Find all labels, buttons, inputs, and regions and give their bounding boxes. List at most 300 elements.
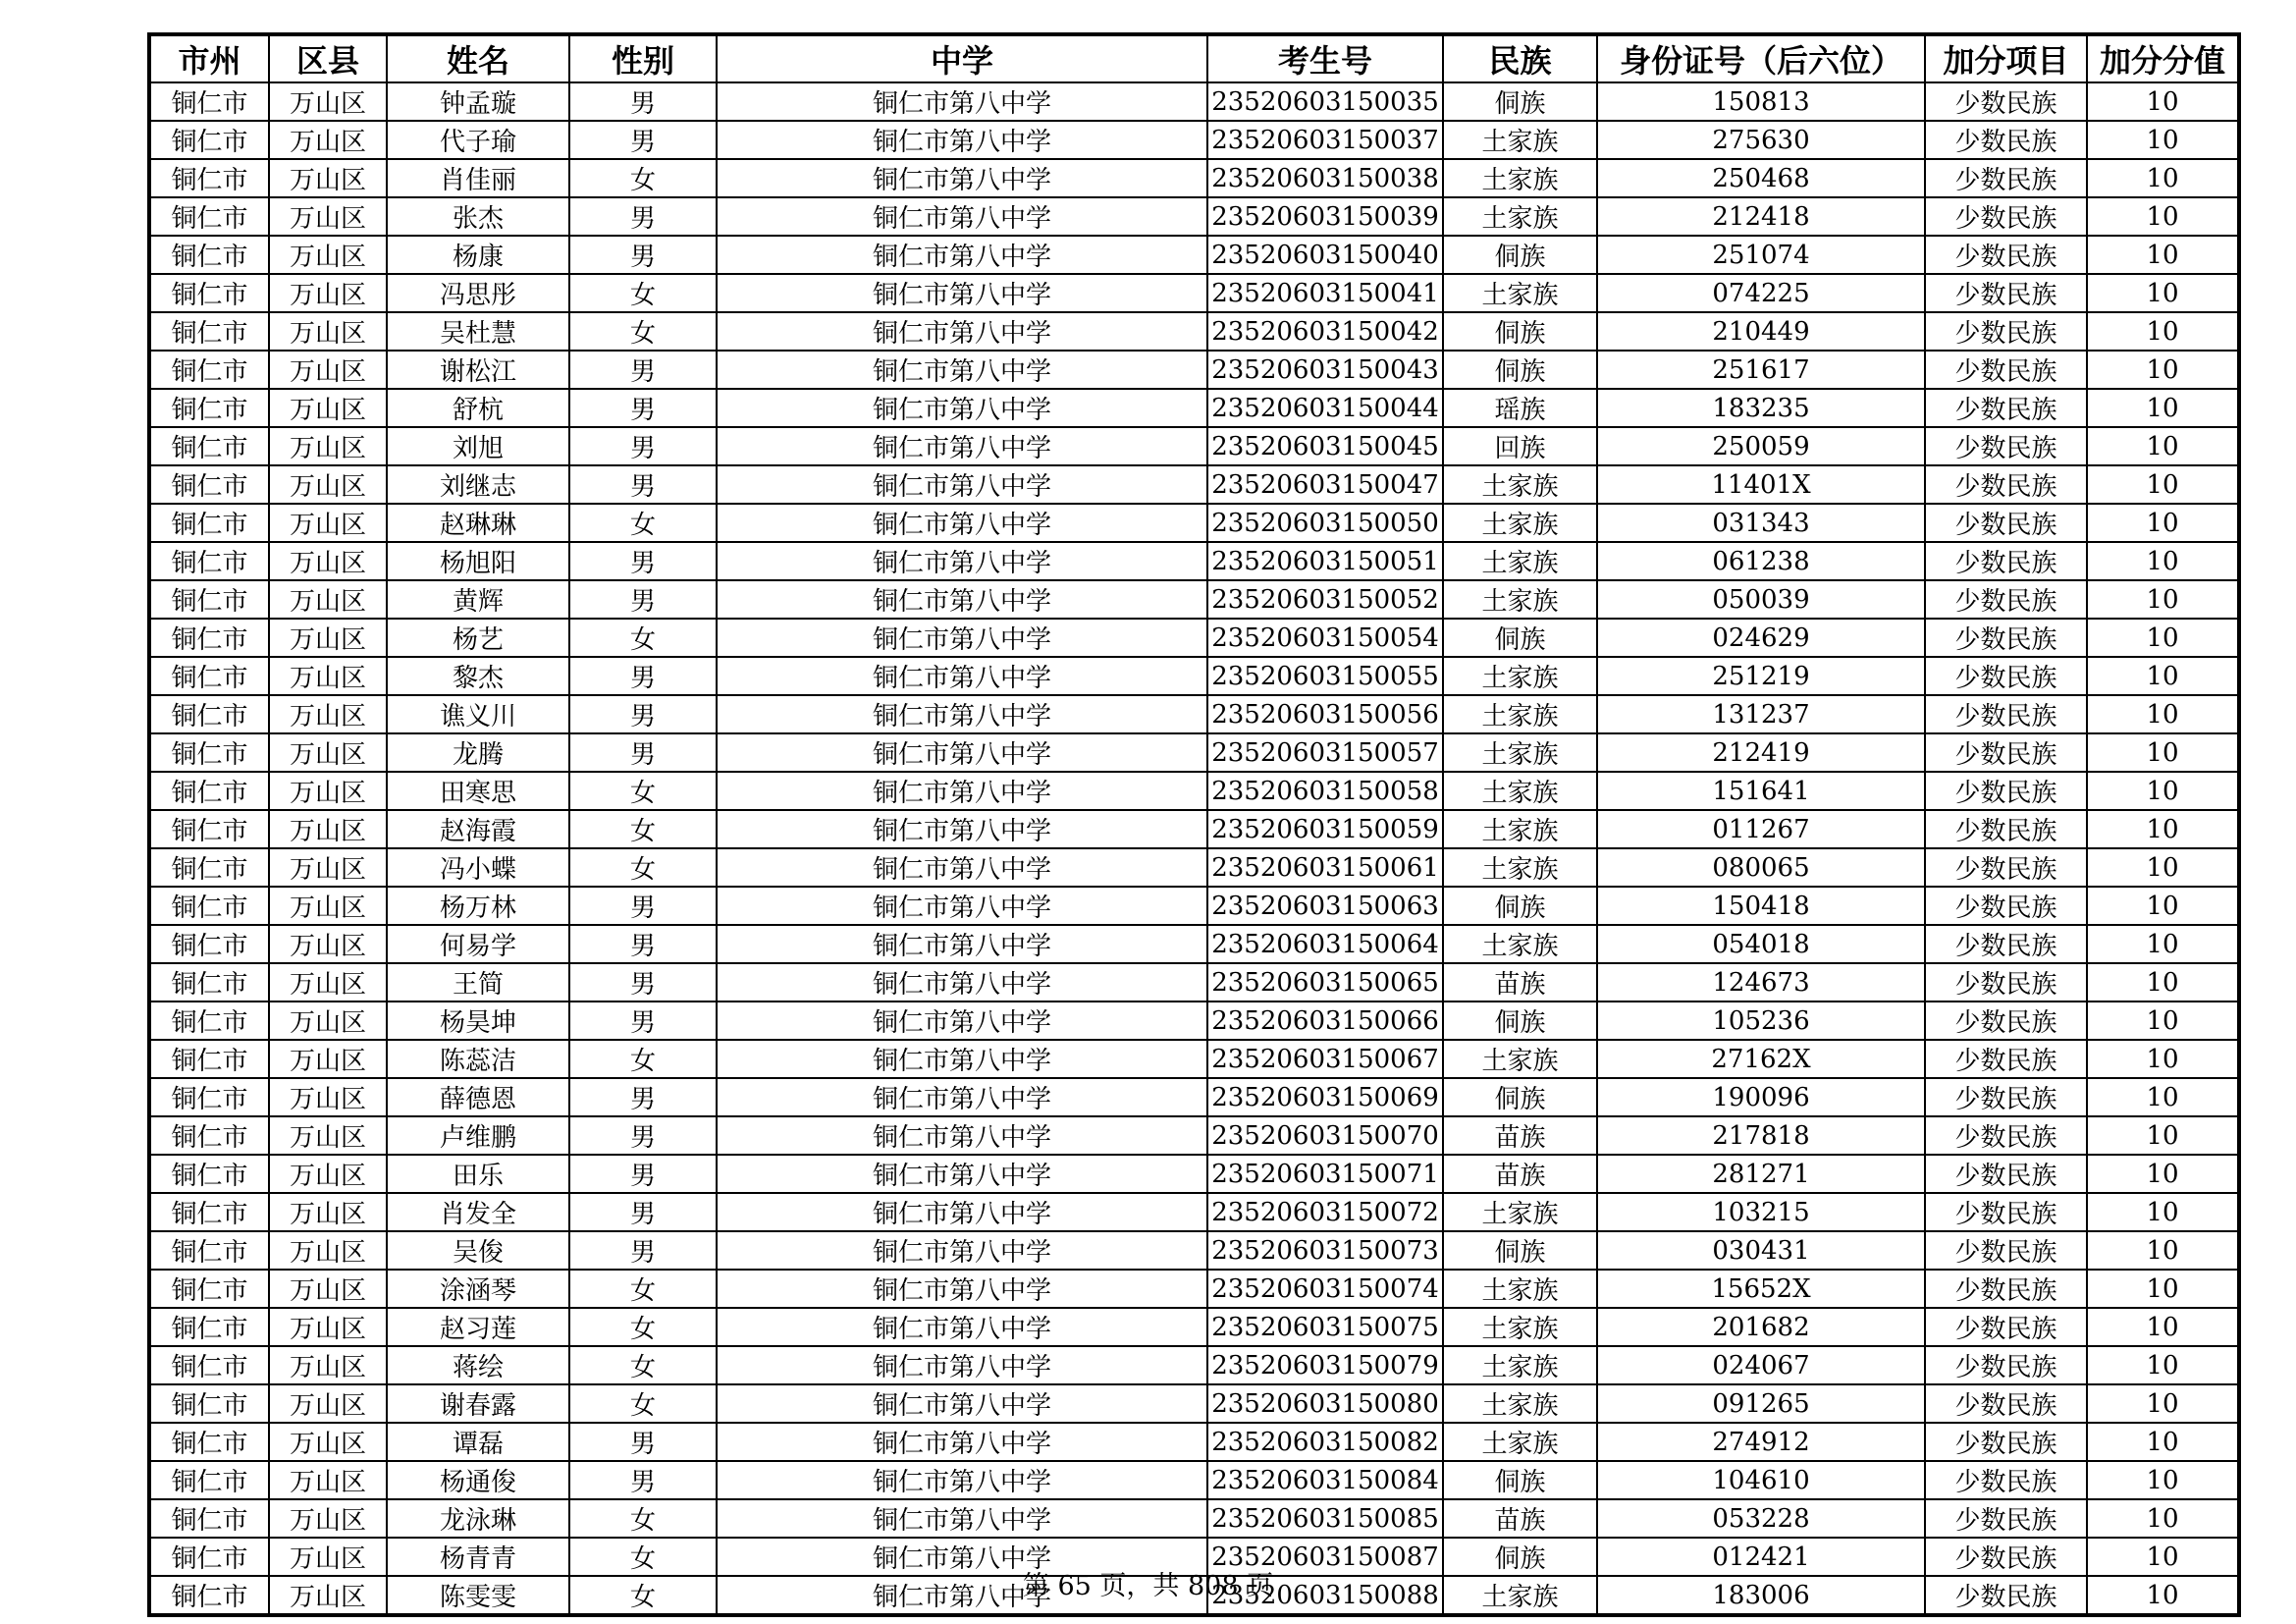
column-header-gender: 性别 <box>569 34 717 82</box>
cell-name: 赵海霞 <box>387 810 569 848</box>
cell-bonus-value: 10 <box>2087 1308 2239 1346</box>
cell-ethnicity: 苗族 <box>1443 963 1597 1001</box>
cell-bonus-item: 少数民族 <box>1925 1116 2087 1155</box>
bonus-points-table <box>147 32 2241 1617</box>
cell-id-last6: 103215 <box>1597 1193 1925 1231</box>
cell-bonus-value: 10 <box>2087 504 2239 542</box>
table-row <box>149 1461 2239 1499</box>
cell-bonus-value: 10 <box>2087 82 2239 121</box>
cell-gender: 男 <box>569 121 717 159</box>
cell-ethnicity: 回族 <box>1443 427 1597 465</box>
cell-name: 赵习莲 <box>387 1308 569 1346</box>
cell-exam-no: 23520603150073 <box>1207 1231 1443 1270</box>
cell-bonus-value: 10 <box>2087 1270 2239 1308</box>
cell-exam-no: 23520603150057 <box>1207 733 1443 772</box>
cell-exam-no: 23520603150052 <box>1207 580 1443 619</box>
cell-ethnicity: 土家族 <box>1443 657 1597 695</box>
cell-gender: 男 <box>569 925 717 963</box>
table-row <box>149 121 2239 159</box>
cell-bonus-value: 10 <box>2087 389 2239 427</box>
cell-city: 铜仁市 <box>149 733 269 772</box>
cell-school: 铜仁市第八中学 <box>717 1270 1207 1308</box>
column-header-id-last6: 身份证号（后六位） <box>1597 34 1925 82</box>
cell-city: 铜仁市 <box>149 236 269 274</box>
cell-id-last6: 105236 <box>1597 1001 1925 1040</box>
cell-id-last6: 250059 <box>1597 427 1925 465</box>
cell-exam-no: 23520603150058 <box>1207 772 1443 810</box>
cell-id-last6: 212418 <box>1597 197 1925 236</box>
cell-gender: 男 <box>569 1078 717 1116</box>
cell-school: 铜仁市第八中学 <box>717 121 1207 159</box>
cell-bonus-value: 10 <box>2087 772 2239 810</box>
cell-id-last6: 15652X <box>1597 1270 1925 1308</box>
cell-county: 万山区 <box>269 848 387 887</box>
cell-bonus-item: 少数民族 <box>1925 351 2087 389</box>
cell-city: 铜仁市 <box>149 1193 269 1231</box>
cell-county: 万山区 <box>269 236 387 274</box>
cell-city: 铜仁市 <box>149 1116 269 1155</box>
cell-name: 钟孟璇 <box>387 82 569 121</box>
column-header-name: 姓名 <box>387 34 569 82</box>
cell-bonus-item: 少数民族 <box>1925 887 2087 925</box>
cell-county: 万山区 <box>269 1461 387 1499</box>
cell-bonus-value: 10 <box>2087 619 2239 657</box>
cell-school: 铜仁市第八中学 <box>717 925 1207 963</box>
cell-bonus-item: 少数民族 <box>1925 1499 2087 1538</box>
cell-city: 铜仁市 <box>149 619 269 657</box>
cell-school: 铜仁市第八中学 <box>717 1576 1207 1615</box>
table-row <box>149 504 2239 542</box>
cell-bonus-value: 10 <box>2087 1193 2239 1231</box>
cell-name: 舒杭 <box>387 389 569 427</box>
table-row <box>149 580 2239 619</box>
cell-name: 蒋绘 <box>387 1346 569 1384</box>
cell-gender: 男 <box>569 82 717 121</box>
cell-gender: 男 <box>569 1231 717 1270</box>
cell-name: 田寒思 <box>387 772 569 810</box>
column-header-exam-no: 考生号 <box>1207 34 1443 82</box>
table-row <box>149 963 2239 1001</box>
cell-exam-no: 23520603150072 <box>1207 1193 1443 1231</box>
cell-bonus-value: 10 <box>2087 1001 2239 1040</box>
cell-bonus-value: 10 <box>2087 733 2239 772</box>
column-header-bonus-item: 加分项目 <box>1925 34 2087 82</box>
cell-bonus-value: 10 <box>2087 848 2239 887</box>
cell-ethnicity: 土家族 <box>1443 121 1597 159</box>
cell-exam-no: 23520603150065 <box>1207 963 1443 1001</box>
cell-school: 铜仁市第八中学 <box>717 1384 1207 1423</box>
table-row <box>149 1423 2239 1461</box>
cell-city: 铜仁市 <box>149 580 269 619</box>
cell-bonus-item: 少数民族 <box>1925 1384 2087 1423</box>
cell-gender: 女 <box>569 1346 717 1384</box>
cell-name: 龙泳琳 <box>387 1499 569 1538</box>
cell-gender: 女 <box>569 848 717 887</box>
cell-exam-no: 23520603150041 <box>1207 274 1443 312</box>
cell-exam-no: 23520603150071 <box>1207 1155 1443 1193</box>
cell-exam-no: 23520603150042 <box>1207 312 1443 351</box>
cell-gender: 女 <box>569 312 717 351</box>
cell-bonus-item: 少数民族 <box>1925 465 2087 504</box>
cell-bonus-value: 10 <box>2087 1384 2239 1423</box>
cell-county: 万山区 <box>269 657 387 695</box>
cell-county: 万山区 <box>269 82 387 121</box>
cell-id-last6: 030431 <box>1597 1231 1925 1270</box>
cell-bonus-item: 少数民族 <box>1925 657 2087 695</box>
cell-exam-no: 23520603150066 <box>1207 1001 1443 1040</box>
cell-county: 万山区 <box>269 887 387 925</box>
cell-id-last6: 054018 <box>1597 925 1925 963</box>
cell-city: 铜仁市 <box>149 351 269 389</box>
cell-school: 铜仁市第八中学 <box>717 695 1207 733</box>
cell-gender: 男 <box>569 695 717 733</box>
cell-exam-no: 23520603150069 <box>1207 1078 1443 1116</box>
cell-id-last6: 210449 <box>1597 312 1925 351</box>
cell-exam-no: 23520603150064 <box>1207 925 1443 963</box>
cell-id-last6: 024067 <box>1597 1346 1925 1384</box>
cell-school: 铜仁市第八中学 <box>717 772 1207 810</box>
cell-bonus-value: 10 <box>2087 963 2239 1001</box>
cell-bonus-item: 少数民族 <box>1925 427 2087 465</box>
cell-id-last6: 281271 <box>1597 1155 1925 1193</box>
cell-bonus-value: 10 <box>2087 1078 2239 1116</box>
cell-gender: 男 <box>569 963 717 1001</box>
cell-county: 万山区 <box>269 427 387 465</box>
cell-name: 杨康 <box>387 236 569 274</box>
cell-ethnicity: 侗族 <box>1443 236 1597 274</box>
cell-name: 吴杜慧 <box>387 312 569 351</box>
cell-county: 万山区 <box>269 1538 387 1576</box>
cell-city: 铜仁市 <box>149 1499 269 1538</box>
cell-id-last6: 251617 <box>1597 351 1925 389</box>
cell-county: 万山区 <box>269 121 387 159</box>
cell-bonus-item: 少数民族 <box>1925 733 2087 772</box>
cell-name: 卢维鹏 <box>387 1116 569 1155</box>
cell-exam-no: 23520603150063 <box>1207 887 1443 925</box>
cell-bonus-value: 10 <box>2087 1423 2239 1461</box>
cell-bonus-item: 少数民族 <box>1925 236 2087 274</box>
cell-bonus-value: 10 <box>2087 1346 2239 1384</box>
table-row <box>149 1384 2239 1423</box>
cell-school: 铜仁市第八中学 <box>717 389 1207 427</box>
cell-bonus-value: 10 <box>2087 197 2239 236</box>
cell-city: 铜仁市 <box>149 1576 269 1615</box>
cell-gender: 男 <box>569 1193 717 1231</box>
cell-exam-no: 23520603150054 <box>1207 619 1443 657</box>
header-row <box>149 34 2239 82</box>
cell-name: 谢春露 <box>387 1384 569 1423</box>
table-row <box>149 389 2239 427</box>
cell-county: 万山区 <box>269 542 387 580</box>
cell-gender: 男 <box>569 542 717 580</box>
cell-county: 万山区 <box>269 580 387 619</box>
cell-id-last6: 251074 <box>1597 236 1925 274</box>
page-footer: 第 65 页，共 808 页 <box>1022 1571 1274 1601</box>
cell-id-last6: 050039 <box>1597 580 1925 619</box>
table-row <box>149 274 2239 312</box>
cell-county: 万山区 <box>269 1423 387 1461</box>
cell-city: 铜仁市 <box>149 848 269 887</box>
cell-school: 铜仁市第八中学 <box>717 1423 1207 1461</box>
cell-city: 铜仁市 <box>149 1538 269 1576</box>
table-row <box>149 733 2239 772</box>
cell-school: 铜仁市第八中学 <box>717 236 1207 274</box>
cell-city: 铜仁市 <box>149 1461 269 1499</box>
cell-id-last6: 151641 <box>1597 772 1925 810</box>
cell-id-last6: 27162X <box>1597 1040 1925 1078</box>
column-header-bonus-value: 加分分值 <box>2087 34 2239 82</box>
cell-city: 铜仁市 <box>149 159 269 197</box>
cell-gender: 男 <box>569 1155 717 1193</box>
cell-exam-no: 23520603150061 <box>1207 848 1443 887</box>
cell-bonus-value: 10 <box>2087 1116 2239 1155</box>
table-row <box>149 1040 2239 1078</box>
table-row <box>149 542 2239 580</box>
cell-name: 杨青青 <box>387 1538 569 1576</box>
cell-gender: 女 <box>569 810 717 848</box>
table-row <box>149 1001 2239 1040</box>
cell-county: 万山区 <box>269 159 387 197</box>
cell-school: 铜仁市第八中学 <box>717 1461 1207 1499</box>
cell-city: 铜仁市 <box>149 542 269 580</box>
cell-gender: 女 <box>569 504 717 542</box>
cell-bonus-item: 少数民族 <box>1925 772 2087 810</box>
cell-name: 谯义川 <box>387 695 569 733</box>
cell-bonus-value: 10 <box>2087 580 2239 619</box>
cell-exam-no: 23520603150084 <box>1207 1461 1443 1499</box>
table-row <box>149 657 2239 695</box>
cell-city: 铜仁市 <box>149 389 269 427</box>
cell-city: 铜仁市 <box>149 504 269 542</box>
cell-id-last6: 150813 <box>1597 82 1925 121</box>
cell-ethnicity: 侗族 <box>1443 351 1597 389</box>
cell-bonus-item: 少数民族 <box>1925 695 2087 733</box>
cell-ethnicity: 土家族 <box>1443 772 1597 810</box>
cell-gender: 男 <box>569 580 717 619</box>
cell-gender: 男 <box>569 887 717 925</box>
table-row <box>149 695 2239 733</box>
cell-name: 谭磊 <box>387 1423 569 1461</box>
cell-gender: 女 <box>569 1270 717 1308</box>
cell-bonus-item: 少数民族 <box>1925 1231 2087 1270</box>
table-header <box>149 34 2239 82</box>
cell-bonus-item: 少数民族 <box>1925 925 2087 963</box>
cell-exam-no: 23520603150039 <box>1207 197 1443 236</box>
cell-bonus-value: 10 <box>2087 236 2239 274</box>
cell-bonus-item: 少数民族 <box>1925 1308 2087 1346</box>
table-row <box>149 351 2239 389</box>
cell-school: 铜仁市第八中学 <box>717 963 1207 1001</box>
cell-city: 铜仁市 <box>149 1270 269 1308</box>
cell-name: 赵琳琳 <box>387 504 569 542</box>
cell-ethnicity: 侗族 <box>1443 1078 1597 1116</box>
cell-name: 杨通俊 <box>387 1461 569 1499</box>
cell-id-last6: 012421 <box>1597 1538 1925 1576</box>
cell-ethnicity: 土家族 <box>1443 925 1597 963</box>
cell-ethnicity: 侗族 <box>1443 1538 1597 1576</box>
cell-county: 万山区 <box>269 925 387 963</box>
cell-ethnicity: 土家族 <box>1443 580 1597 619</box>
column-header-school: 中学 <box>717 34 1207 82</box>
cell-ethnicity: 侗族 <box>1443 619 1597 657</box>
cell-id-last6: 190096 <box>1597 1078 1925 1116</box>
cell-bonus-item: 少数民族 <box>1925 1001 2087 1040</box>
cell-bonus-value: 10 <box>2087 427 2239 465</box>
cell-school: 铜仁市第八中学 <box>717 1078 1207 1116</box>
cell-county: 万山区 <box>269 312 387 351</box>
cell-school: 铜仁市第八中学 <box>717 580 1207 619</box>
cell-school: 铜仁市第八中学 <box>717 1116 1207 1155</box>
cell-bonus-value: 10 <box>2087 657 2239 695</box>
cell-city: 铜仁市 <box>149 963 269 1001</box>
cell-county: 万山区 <box>269 1040 387 1078</box>
table-row <box>149 1499 2239 1538</box>
cell-ethnicity: 土家族 <box>1443 1346 1597 1384</box>
cell-county: 万山区 <box>269 1384 387 1423</box>
table-row <box>149 810 2239 848</box>
cell-county: 万山区 <box>269 810 387 848</box>
cell-school: 铜仁市第八中学 <box>717 1001 1207 1040</box>
cell-id-last6: 217818 <box>1597 1116 1925 1155</box>
cell-ethnicity: 土家族 <box>1443 1384 1597 1423</box>
cell-id-last6: 274912 <box>1597 1423 1925 1461</box>
cell-gender: 女 <box>569 1499 717 1538</box>
cell-county: 万山区 <box>269 274 387 312</box>
cell-school: 铜仁市第八中学 <box>717 733 1207 772</box>
cell-school: 铜仁市第八中学 <box>717 351 1207 389</box>
cell-bonus-item: 少数民族 <box>1925 389 2087 427</box>
cell-bonus-value: 10 <box>2087 159 2239 197</box>
cell-bonus-item: 少数民族 <box>1925 1538 2087 1576</box>
cell-id-last6: 104610 <box>1597 1461 1925 1499</box>
cell-bonus-item: 少数民族 <box>1925 1461 2087 1499</box>
cell-name: 龙腾 <box>387 733 569 772</box>
cell-id-last6: 074225 <box>1597 274 1925 312</box>
cell-ethnicity: 土家族 <box>1443 465 1597 504</box>
cell-county: 万山区 <box>269 1116 387 1155</box>
cell-id-last6: 080065 <box>1597 848 1925 887</box>
cell-exam-no: 23520603150050 <box>1207 504 1443 542</box>
cell-bonus-item: 少数民族 <box>1925 1346 2087 1384</box>
table-row <box>149 1193 2239 1231</box>
cell-name: 肖佳丽 <box>387 159 569 197</box>
table-row <box>149 1270 2239 1308</box>
cell-bonus-value: 10 <box>2087 695 2239 733</box>
cell-bonus-item: 少数民族 <box>1925 619 2087 657</box>
cell-school: 铜仁市第八中学 <box>717 848 1207 887</box>
cell-name: 刘旭 <box>387 427 569 465</box>
cell-school: 铜仁市第八中学 <box>717 1231 1207 1270</box>
cell-id-last6: 275630 <box>1597 121 1925 159</box>
cell-city: 铜仁市 <box>149 1231 269 1270</box>
cell-bonus-value: 10 <box>2087 121 2239 159</box>
cell-bonus-value: 10 <box>2087 925 2239 963</box>
cell-school: 铜仁市第八中学 <box>717 82 1207 121</box>
cell-exam-no: 23520603150079 <box>1207 1346 1443 1384</box>
cell-exam-no: 23520603150074 <box>1207 1270 1443 1308</box>
cell-bonus-item: 少数民族 <box>1925 580 2087 619</box>
cell-bonus-item: 少数民族 <box>1925 810 2087 848</box>
cell-city: 铜仁市 <box>149 427 269 465</box>
cell-ethnicity: 土家族 <box>1443 159 1597 197</box>
cell-id-last6: 011267 <box>1597 810 1925 848</box>
cell-gender: 女 <box>569 159 717 197</box>
cell-name: 涂涵琴 <box>387 1270 569 1308</box>
cell-id-last6: 024629 <box>1597 619 1925 657</box>
cell-ethnicity: 侗族 <box>1443 1461 1597 1499</box>
table-row <box>149 1231 2239 1270</box>
cell-id-last6: 183235 <box>1597 389 1925 427</box>
cell-exam-no: 23520603150038 <box>1207 159 1443 197</box>
cell-bonus-value: 10 <box>2087 1461 2239 1499</box>
cell-exam-no: 23520603150037 <box>1207 121 1443 159</box>
cell-bonus-value: 10 <box>2087 274 2239 312</box>
cell-gender: 男 <box>569 197 717 236</box>
cell-bonus-item: 少数民族 <box>1925 1155 2087 1193</box>
cell-bonus-value: 10 <box>2087 351 2239 389</box>
cell-city: 铜仁市 <box>149 1346 269 1384</box>
cell-id-last6: 212419 <box>1597 733 1925 772</box>
cell-school: 铜仁市第八中学 <box>717 619 1207 657</box>
cell-name: 刘继志 <box>387 465 569 504</box>
cell-bonus-item: 少数民族 <box>1925 542 2087 580</box>
cell-county: 万山区 <box>269 504 387 542</box>
column-header-county: 区县 <box>269 34 387 82</box>
cell-bonus-value: 10 <box>2087 1040 2239 1078</box>
cell-exam-no: 23520603150044 <box>1207 389 1443 427</box>
cell-city: 铜仁市 <box>149 772 269 810</box>
cell-bonus-item: 少数民族 <box>1925 197 2087 236</box>
cell-school: 铜仁市第八中学 <box>717 312 1207 351</box>
cell-id-last6: 053228 <box>1597 1499 1925 1538</box>
cell-gender: 女 <box>569 1538 717 1576</box>
cell-county: 万山区 <box>269 1308 387 1346</box>
cell-county: 万山区 <box>269 1576 387 1615</box>
cell-school: 铜仁市第八中学 <box>717 504 1207 542</box>
cell-gender: 男 <box>569 1001 717 1040</box>
cell-name: 谢松江 <box>387 351 569 389</box>
cell-county: 万山区 <box>269 465 387 504</box>
table-row <box>149 848 2239 887</box>
cell-gender: 女 <box>569 1384 717 1423</box>
cell-exam-no: 23520603150070 <box>1207 1116 1443 1155</box>
cell-school: 铜仁市第八中学 <box>717 657 1207 695</box>
cell-bonus-item: 少数民族 <box>1925 82 2087 121</box>
cell-gender: 男 <box>569 389 717 427</box>
cell-county: 万山区 <box>269 1001 387 1040</box>
cell-ethnicity: 土家族 <box>1443 848 1597 887</box>
cell-county: 万山区 <box>269 197 387 236</box>
cell-city: 铜仁市 <box>149 1308 269 1346</box>
cell-exam-no: 23520603150047 <box>1207 465 1443 504</box>
table-row <box>149 1078 2239 1116</box>
cell-county: 万山区 <box>269 1499 387 1538</box>
cell-ethnicity: 侗族 <box>1443 1001 1597 1040</box>
cell-gender: 女 <box>569 772 717 810</box>
cell-id-last6: 150418 <box>1597 887 1925 925</box>
cell-bonus-value: 10 <box>2087 810 2239 848</box>
cell-ethnicity: 土家族 <box>1443 274 1597 312</box>
cell-id-last6: 031343 <box>1597 504 1925 542</box>
cell-id-last6: 061238 <box>1597 542 1925 580</box>
cell-bonus-item: 少数民族 <box>1925 1193 2087 1231</box>
cell-exam-no: 23520603150080 <box>1207 1384 1443 1423</box>
table-row <box>149 82 2239 121</box>
cell-city: 铜仁市 <box>149 887 269 925</box>
cell-gender: 女 <box>569 619 717 657</box>
cell-school: 铜仁市第八中学 <box>717 427 1207 465</box>
cell-ethnicity: 土家族 <box>1443 1308 1597 1346</box>
